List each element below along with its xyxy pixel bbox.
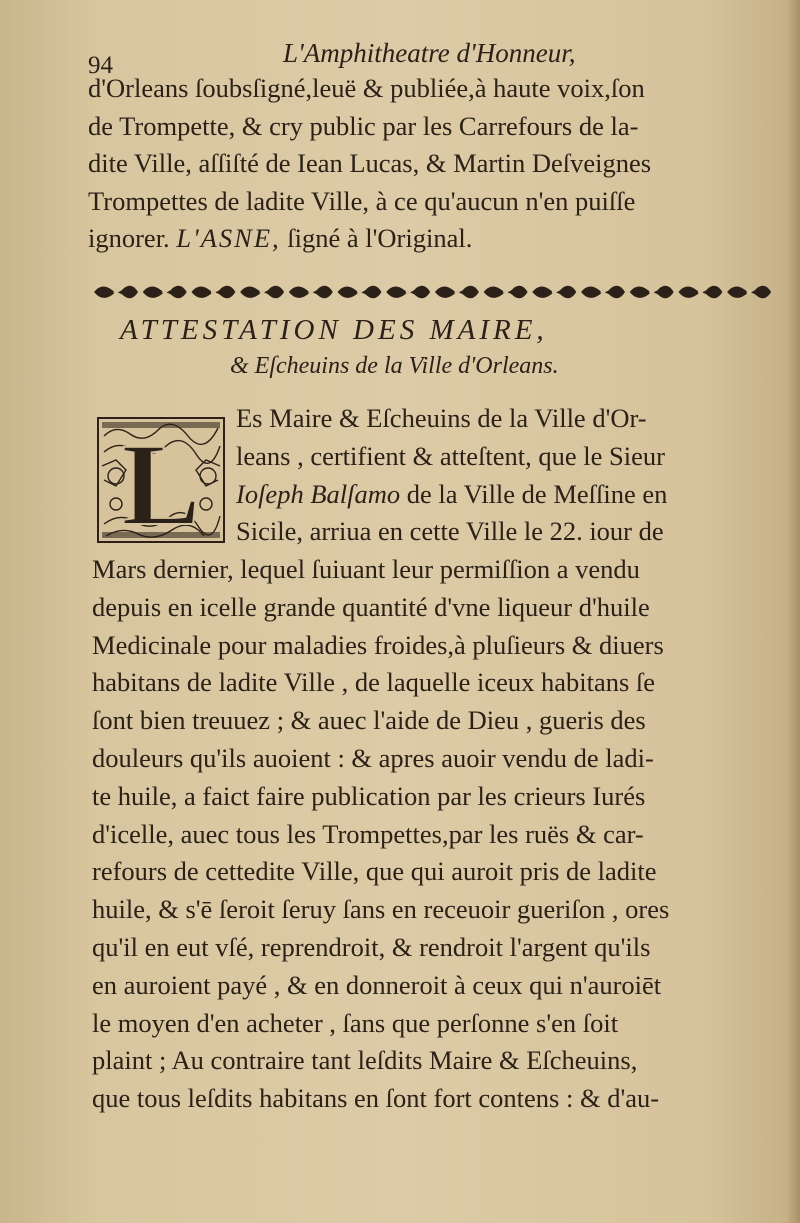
ornament-dot	[503, 290, 508, 295]
ornament-dot	[698, 290, 703, 295]
signature-suffix: ſigné à l'Original.	[280, 223, 473, 253]
ornament-dot	[552, 290, 557, 295]
text-line: Medicinale pour maladies froides,à pluſieurs & diuers	[92, 629, 664, 660]
ornament-dot	[211, 290, 216, 295]
text-line: refours de cettedite Ville, que qui auroit pris de ladite	[92, 856, 657, 887]
text-fragment: de la Ville de Meſſine en	[400, 478, 668, 509]
section-heading	[120, 314, 770, 380]
text-line: Trompettes de ladite Ville, à ce qu'aucun n'en puiſſe	[88, 185, 636, 216]
dropcap-letter: L	[121, 419, 201, 544]
text-line: te huile, a faict faire publication par les crieurs Iurés	[92, 780, 646, 811]
text-line: dite Ville, aſſiſté de Iean Lucas, & Martin Deſveignes	[88, 148, 652, 178]
text-line: en auroient payé , & en donneroit à ceux qui n'auroiēt	[92, 969, 662, 1000]
ornament-dot	[601, 290, 606, 295]
text-line-signed	[88, 220, 768, 258]
body-lines-beside-initial	[236, 400, 776, 551]
text-line: d'icelle, auec tous les Trompettes,par les ruës & car-	[92, 818, 644, 849]
text-fragment: Sicile, arriua en cette Ville le 22. iour de	[236, 516, 664, 547]
text-line: depuis en icelle grande quantité d'vne liqueur d'huile	[92, 591, 650, 622]
text-line	[236, 438, 776, 476]
person-name: Ioſeph Balſamo	[236, 478, 401, 509]
continuation-paragraph	[88, 70, 768, 258]
body-paragraph	[92, 551, 782, 1118]
ornament-dot	[114, 290, 119, 295]
ornament-dot	[406, 290, 411, 295]
page-number: 94	[88, 52, 113, 79]
text-line	[236, 476, 776, 514]
heading-subtitle: & Eſcheuins de la Ville d'Orleans.	[230, 353, 559, 379]
text-line: Mars dernier, lequel ſuiuant leur permiſſion a vendu	[92, 554, 640, 584]
text-line: plaint ; Au contraire tant leſdits Maire & Eſcheuins,	[92, 1045, 638, 1076]
ornament-dot	[649, 290, 654, 295]
text-line: d'Orleans ſoubsſigné,leuë & publiée,à haute voix,ſon	[88, 73, 645, 103]
text-line: douleurs qu'ils auoient : & apres auoir vendu de ladi-	[92, 742, 654, 773]
decorated-initial	[96, 416, 226, 544]
running-title: L'Amphitheatre d'Honneur,	[283, 38, 576, 68]
text-line	[236, 513, 776, 551]
text-fragment: ignorer.	[88, 223, 177, 253]
ornament-band	[92, 282, 774, 302]
text-line: habitans de ladite Ville , de laquelle iceux habitans ſe	[92, 667, 656, 698]
text-line: que tous leſdits habitans en ſont fort contens : & d'au-	[92, 1083, 660, 1114]
ornament-dot	[357, 290, 362, 295]
text-line: huile, & s'ē ſeroit ſeruy ſans en receuoir gueriſon , ores	[92, 894, 670, 925]
text-line: de Trompette, & cry public par les Carrefours de la-	[88, 110, 639, 141]
text-line: qu'il en eut vſé, reprendroit, & rendroit l'argent qu'ils	[92, 931, 651, 962]
ornament-dot	[308, 290, 313, 295]
signature-name: L'ASNE,	[176, 223, 281, 253]
ornament-dot	[260, 290, 265, 295]
text-fragment: leans , certifient & atteſtent, que le Sieur	[236, 440, 665, 471]
text-line	[236, 400, 776, 438]
text-line: le moyen d'en acheter , ſans que perſonne s'en ſoit	[92, 1007, 619, 1038]
ornament-dot	[162, 290, 167, 295]
text-line: ſont bien treuuez ; & auec l'aide de Dieu , gueris des	[92, 705, 646, 736]
ornament-dot	[454, 290, 459, 295]
heading-title: ATTESTATION DES MAIRE,	[120, 314, 548, 346]
ornament-dot	[747, 290, 752, 295]
text-fragment: Es Maire & Eſcheuins de la Ville d'Or-	[236, 403, 647, 433]
